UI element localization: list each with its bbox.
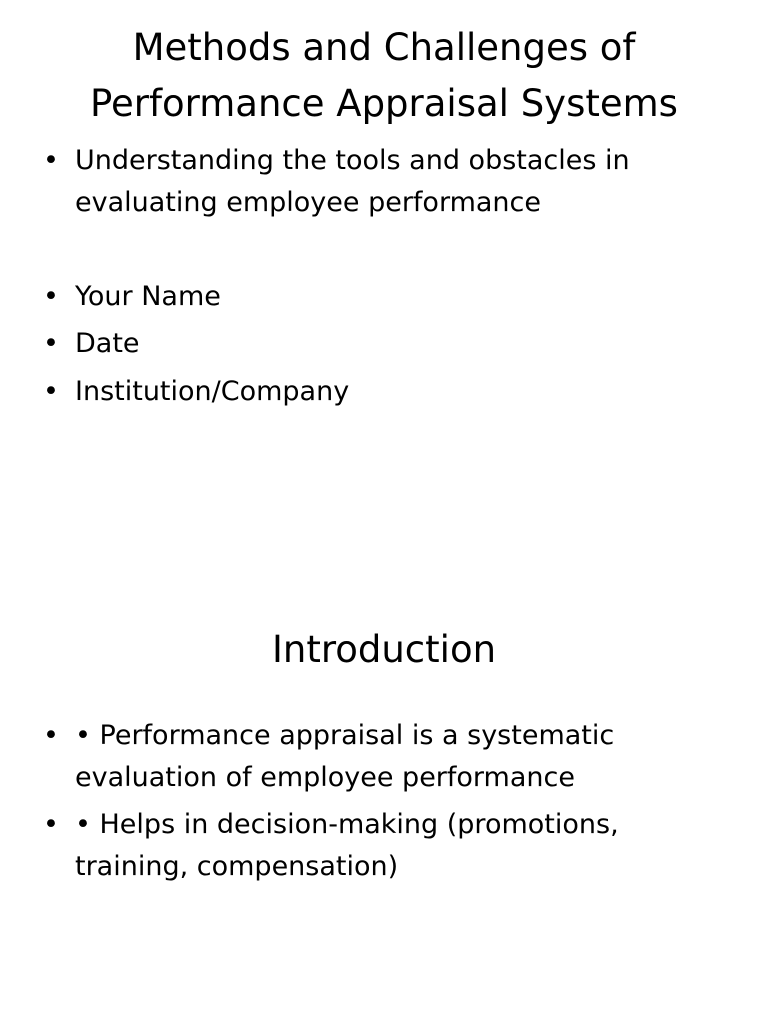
bullet-text: Understanding the tools and obstacles in evaluating employee performance: [75, 145, 630, 218]
slide-title: Introduction: [271, 628, 497, 671]
bullet-text: • Performance appraisal is a systematic evaluation of employee performance: [75, 720, 615, 793]
bullet-marker: •: [43, 720, 59, 751]
bullet-text: Date: [75, 328, 140, 359]
bullet-text: Your Name: [75, 281, 221, 312]
bullet-marker: •: [43, 809, 59, 840]
bullet-marker: •: [43, 281, 59, 312]
introduction-slide: [0, 512, 768, 1024]
bullet-text: Institution/Company: [75, 376, 350, 407]
bullet-text: • Helps in decision-making (promotions, training, compensation): [75, 809, 619, 882]
bullet-marker: •: [43, 328, 59, 359]
slide-title: Methods and Challenges of Performance Appraisal Systems: [90, 26, 678, 125]
bullet-marker: •: [43, 376, 59, 407]
bullet-marker: •: [43, 145, 59, 176]
